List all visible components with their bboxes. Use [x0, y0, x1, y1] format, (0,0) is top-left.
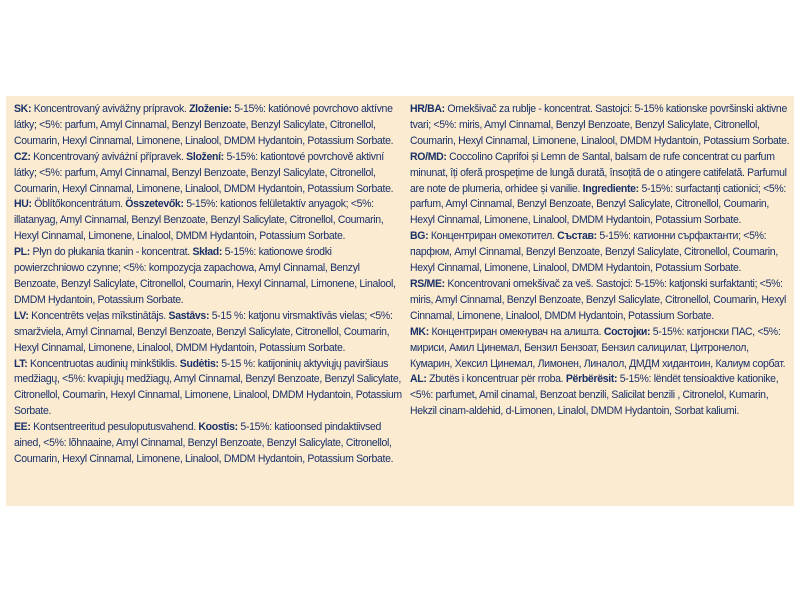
product-description-ro-md: Coccolino Caprifoi și Lemn de Santal, balsam de rufe concentrat cu parfum minunat, îți oferă prospețime de lungă durată, însoțită de o atingere catifelată. Parfumul are note de plumeria, orhidee și vanilie.	[410, 150, 787, 195]
ingredients-label-mk: Состојки:	[603, 325, 651, 338]
product-description-hr-ba: Omekšivač za rublje - koncentrat. Sastojci: 5-15% kationske površinski aktivne tvari; <5%: miris, Amyl Cinnamal, Benzyl Benzoate, Benzyl Salicylate, Citronellol, Coumarin, Hexyl Cinnamal, Limonene, Linalool, DMDM Hydantoin, Potassium Sorbate.	[410, 103, 790, 147]
language-code-lt: LT:	[14, 357, 28, 370]
language-code-cz: CZ:	[14, 150, 31, 163]
right-column	[410, 102, 793, 420]
ingredients-list-sk: 5-15%: katiónové povrchovo aktívne látky; <5%: parfum, Amyl Cinnamal, Benzyl Benzoate, Benzyl Salicylate, Citronellol, Coumarin, Hexyl Cinnamal, Limonene, Linalool, DMDM Hydantoin, Potassium Sorbate.	[14, 103, 394, 147]
ingredients-label-lt: Sudėtis:	[179, 357, 219, 370]
language-code-pl: PL:	[14, 246, 30, 259]
ingredients-list-pl: 5-15%: kationowe środki powierzchniowo czynne; <5%: kompozycja zapachowa, Amyl Cinnamal, Benzyl Benzoate, Benzyl Salicylate, Citronellol, Coumarin, Hexyl Cinnamal, Limonene, Linalool, DMDM Hydantoin, Potassium Sorbate.	[14, 246, 396, 306]
ingredients-label-bg: Състав:	[557, 230, 597, 243]
entry-pl	[14, 245, 403, 309]
language-code-bg: BG:	[410, 230, 429, 243]
entry-cz	[14, 150, 403, 198]
entry-al	[410, 372, 793, 420]
language-code-rs-me: RS/ME:	[410, 277, 445, 290]
language-code-ee: EE:	[14, 421, 31, 434]
language-code-hu: HU:	[14, 198, 32, 211]
entry-ee	[14, 420, 403, 468]
ingredients-list-hu: 5-15%: kationos felületaktív anyagok; <5%: illatanyag, Amyl Cinnamal, Benzyl Benzoate, Benzyl Salicylate, Citronellol, Coumarin, Hexyl Cinnamal, Limonene, Linalool, DMDM Hydantoin, Potassium Sorbate.	[14, 198, 384, 243]
entry-lv	[14, 309, 403, 357]
entry-hu	[14, 197, 403, 245]
language-code-al: AL:	[410, 373, 427, 386]
ingredients-list-mk: 5-15%: катјонски ПАС, <5%: мириси, Амил Цинемал, Бензил Бензоат, Бензил салицилат, Цитронелол, Кумарин, Хексил Цинемал, Лимонен, Линалол, ДМДМ хидантоин, Калиум сорбат.	[410, 325, 786, 370]
ingredients-label-lv: Sastāvs:	[168, 309, 210, 322]
ingredients-list-cz: 5-15%: kationtové povrchově aktivní látky; <5%: parfum, Amyl Cinnamal, Benzyl Benzoate, Benzyl Salicylate, Citronellol, Coumarin, Hexyl Cinnamal, Limonene, Linalool, DMDM Hydantoin, Potassium Sorbate.	[14, 150, 394, 195]
left-column	[14, 102, 403, 468]
language-code-ro-md: RO/MD:	[410, 150, 447, 163]
ingredients-list-lt: 5-15 %: katijoninių aktyviųjų paviršiaus medžiagų, <5%: kvapiųjų medžiagų, Amyl Cinnamal, Benzyl Benzoate, Benzyl Salicylate, Citronellol, Coumarin, Hexyl Cinnamal, Limonene, Linalool, DMDM Hydantoin, Potassium Sorbate.	[14, 357, 402, 418]
entry-lt	[14, 357, 403, 421]
product-description-ee: Kontsentreeritud pesuloputusvahend.	[30, 421, 199, 434]
language-code-hr-ba: HR/BA:	[410, 103, 445, 115]
language-code-sk: SK:	[14, 103, 32, 115]
product-description-hu: Öblítőkoncentrátum.	[31, 198, 126, 211]
entry-hr-ba	[410, 102, 793, 150]
product-description-pl: Płyn do płukania tkanin - koncentrat.	[29, 246, 193, 259]
ingredients-label-ee: Koostis:	[198, 421, 238, 434]
product-description-lt: Koncentruotas audinių minkštiklis.	[27, 357, 180, 370]
entry-mk	[410, 325, 793, 373]
entry-bg	[410, 229, 793, 277]
product-description-rs-me: Koncentrovani omekšivač za veš. Sastojci: 5-15%: katjonski surfaktanti; <5%: miris, Amyl Cinnamal, Benzyl Benzoate, Benzyl Salicylate, Citronellol, Coumarin, Hexyl Cinnamal, Limonene, Linalool, DMDM Hydantoin, Potassium Sorbate.	[410, 277, 787, 322]
ingredients-list-bg: 5-15%: катионни сърфактанти; <5%: парфюм, Amyl Cinnamal, Benzyl Benzoate, Benzyl Salicylate, Citronellol, Coumarin, Hexyl Cinnamal, Limonene, Linalool, DMDM Hydantoin, Potassium Sorbate.	[410, 230, 778, 275]
language-code-lv: LV:	[14, 309, 29, 322]
product-description-al: Zbutës i koncentruar për rroba.	[426, 373, 566, 386]
product-description-mk: Концентриран омекнувач на алишта.	[428, 325, 604, 338]
ingredients-list-ro-md: 5-15%: surfactanți cationici; <5%: parfum, Amyl Cinnamal, Benzyl Benzoate, Benzyl Salicylate, Citronellol, Coumarin, Hexyl Cinnamal, Limonene, Linalool, DMDM Hydantoin, Potassium Sorbate.	[410, 182, 787, 227]
entry-sk	[14, 102, 403, 150]
product-description-lv: Koncentrēts veļas mīkstinātājs.	[28, 309, 169, 322]
ingredients-label-ro-md: Ingrediente:	[582, 182, 639, 195]
entry-ro-md	[410, 150, 793, 230]
ingredients-list-lv: 5-15 %: katjonu virsmaktīvās vielas; <5%: smaržviela, Amyl Cinnamal, Benzyl Benzoate, Benzyl Salicylate, Citronellol, Coumarin, Hexyl Cinnamal, Limonene, Linalool, DMDM Hydantoin, Potassium Sorbate.	[14, 309, 393, 354]
ingredients-label-al: Përbërësit:	[565, 373, 618, 386]
label-panel	[6, 96, 794, 506]
entry-rs-me	[410, 277, 793, 325]
ingredients-label-cz: Složení:	[186, 150, 224, 163]
product-description-bg: Концентриран омекотител.	[428, 230, 558, 243]
ingredients-label-hu: Összetevők:	[125, 198, 184, 211]
language-code-mk: MK:	[410, 325, 429, 338]
ingredients-label-sk: Zloženie:	[189, 103, 232, 115]
product-description-cz: Koncentrovaný aviváżní přípravek.	[30, 150, 187, 163]
product-description-sk: Koncentrovaný aviväžny prípravok.	[31, 103, 190, 115]
ingredients-list-al: 5-15%: lëndët tensioaktive kationike, <5%: parfumet, Amil cinamal, Benzoat benzili, Salicilat benzili , Citronelol, Kumarin, Hekzil cinam-aldehid, d-Limonen, Linalol, DMDM Hydantoin, Sorbat kaliumi.	[410, 373, 779, 418]
ingredients-label-pl: Skład:	[192, 246, 223, 259]
ingredients-list-ee: 5-15%: katioonsed pindaktiivsed ained, <5%: lõhnaaine, Amyl Cinnamal, Benzyl Benzoate, Benzyl Salicylate, Citronellol, Coumarin, Hexyl Cinnamal, Limonene, Linalool, DMDM Hydantoin, Potassium Sorbate.	[14, 421, 394, 465]
